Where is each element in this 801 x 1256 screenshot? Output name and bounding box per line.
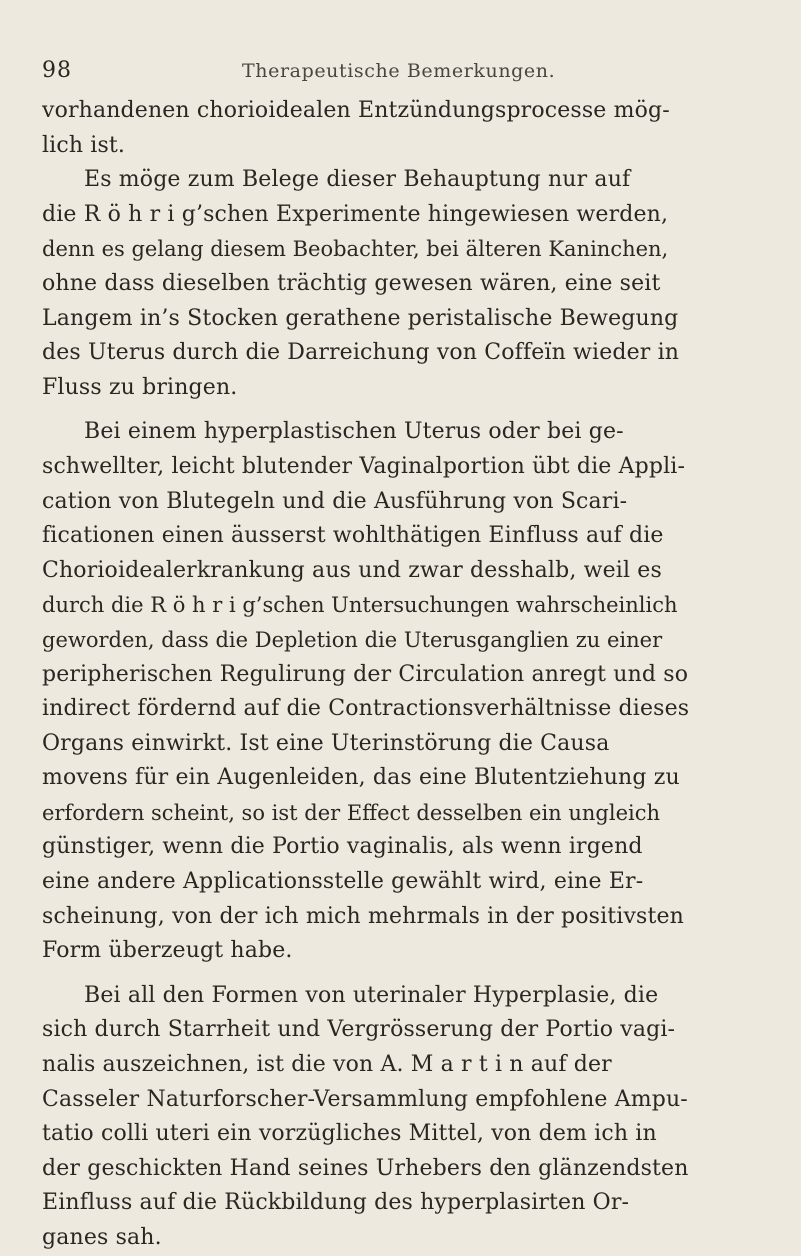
- text-line: cation von Blutegeln und die Ausführung von Scari-: [42, 488, 628, 514]
- text-line: sich durch Starrheit und Vergrösserung der Portio vagi-: [42, 1017, 676, 1043]
- text-line: erfordern scheint, so ist der Effect desselben ein ungleich: [42, 800, 661, 825]
- text-line: Fluss zu bringen.: [42, 374, 238, 400]
- text-line: Einfluss auf die Rückbildung des hyperplasirten Or-: [42, 1190, 630, 1216]
- page-number: 98: [42, 58, 72, 83]
- text-line: Organs einwirkt. Ist eine Uterinstörung die Causa: [42, 730, 610, 756]
- body-text: [42, 94, 764, 1256]
- text-line: movens für ein Augenleiden, das eine Blutentziehung zu: [42, 765, 680, 791]
- text-line: des Uterus durch die Darreichung von Coffeïn wieder in: [42, 340, 680, 366]
- paragraph-start-line: Bei einem hyperplastischen Uterus oder bei ge-: [84, 419, 624, 445]
- text-line: denn es gelang diesem Beobachter, bei älteren Kaninchen,: [42, 237, 669, 262]
- text-line: tatio colli uteri ein vorzügliches Mittel, von dem ich in: [42, 1121, 657, 1147]
- paragraph-start-line: Bei all den Formen von uterinaler Hyperplasie, die: [84, 982, 659, 1008]
- paragraph-start-line: Es möge zum Belege dieser Behauptung nur auf: [84, 167, 631, 193]
- text-line: günstiger, wenn die Portio vaginalis, als wenn irgend: [42, 834, 643, 860]
- text-line: schwellter, leicht blutender Vaginalportion übt die Appli-: [42, 453, 686, 479]
- page-header: [42, 58, 742, 88]
- text-line: Chorioidealerkrankung aus und zwar desshalb, weil es: [42, 557, 662, 583]
- text-line: geworden, dass die Depletion die Uterusganglien zu einer: [42, 627, 663, 652]
- text-line: ganes sah.: [42, 1225, 162, 1250]
- text-line: lich ist.: [42, 132, 126, 158]
- text-line: ohne dass dieselben trächtig gewesen wären, eine seit: [42, 270, 661, 296]
- text-line: indirect fördernd auf die Contractionsverhältnisse dieses: [42, 696, 690, 722]
- text-line: vorhandenen chorioidealen Entzündungsprocesse mög-: [42, 98, 670, 123]
- text-line: Casseler Naturforscher-Versammlung empfohlene Ampu-: [42, 1086, 688, 1112]
- text-line: durch die R ö h r i g’schen Untersuchungen wahrscheinlich: [42, 593, 678, 618]
- text-line: eine andere Applicationsstelle gewählt wird, eine Er-: [42, 869, 644, 895]
- text-line: Form überzeugt habe.: [42, 938, 293, 964]
- text-line: scheinung, von der ich mich mehrmals in der positivsten: [42, 903, 684, 929]
- text-line: der geschickten Hand seines Urhebers den glänzendsten: [42, 1155, 689, 1181]
- text-line: peripherischen Regulirung der Circulation anregt und so: [42, 661, 689, 687]
- running-title: Therapeutische Bemerkungen.: [242, 60, 556, 82]
- text-line: nalis auszeichnen, ist die von A. M a r t i n auf der: [42, 1052, 612, 1078]
- text-line: die R ö h r i g’schen Experimente hingewiesen werden,: [42, 201, 669, 227]
- text-line: Langem in’s Stocken gerathene peristalische Bewegung: [42, 305, 679, 331]
- text-line: ficationen einen äusserst wohlthätigen Einfluss auf die: [42, 523, 664, 549]
